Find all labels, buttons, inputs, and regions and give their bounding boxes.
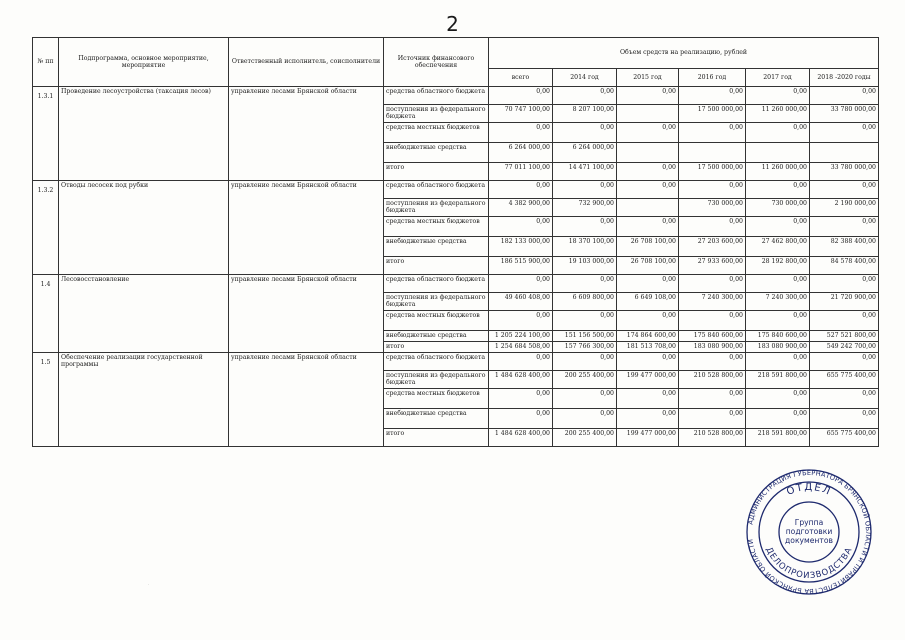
value-cell: 210 528 800,00 — [679, 429, 746, 447]
value-cell: 655 775 400,00 — [810, 429, 879, 447]
value-cell: 82 388 400,00 — [810, 237, 879, 257]
section-executor: управление лесами Брянской области — [229, 353, 384, 447]
source-cell: средства местных бюджетов — [384, 389, 489, 409]
value-cell: 7 240 300,00 — [679, 293, 746, 311]
value-cell: 0,00 — [617, 181, 679, 199]
value-cell — [617, 143, 679, 163]
value-cell: 0,00 — [679, 123, 746, 143]
value-cell: 0,00 — [746, 311, 810, 331]
value-cell: 33 780 000,00 — [810, 105, 879, 123]
header-year-4: 2017 год — [746, 69, 810, 87]
table-row — [33, 353, 879, 371]
section-code: 1.3.1 — [33, 87, 59, 181]
value-cell: 0,00 — [679, 353, 746, 371]
value-cell: 0,00 — [679, 275, 746, 293]
header-name: Подпрограмма, основное мероприятие, мероприятие — [59, 38, 229, 87]
value-cell — [810, 143, 879, 163]
value-cell: 0,00 — [679, 217, 746, 237]
value-cell: 70 747 100,00 — [489, 105, 553, 123]
value-cell: 183 080 900,00 — [746, 342, 810, 353]
value-cell: 8 207 100,00 — [553, 105, 617, 123]
stamp-outer-text: АДМИНИСТРАЦИЯ ГУБЕРНАТОРА БРЯНСКОЙ ОБЛАСТИ И ПРАВИТЕЛЬСТВА БРЯНСКОЙ ОБЛАСТИ — [746, 468, 873, 596]
source-cell: поступления из федерального бюджета — [384, 293, 489, 311]
source-cell: итого — [384, 429, 489, 447]
value-cell: 0,00 — [679, 311, 746, 331]
value-cell — [617, 105, 679, 123]
section-name: Лесовосстановление — [59, 275, 229, 353]
value-cell: 0,00 — [810, 217, 879, 237]
value-cell: 655 775 400,00 — [810, 371, 879, 389]
value-cell: 1 254 684 508,00 — [489, 342, 553, 353]
value-cell: 0,00 — [617, 409, 679, 429]
value-cell: 0,00 — [679, 87, 746, 105]
source-cell: внебюджетные средства — [384, 237, 489, 257]
source-cell: средства областного бюджета — [384, 275, 489, 293]
section-executor: управление лесами Брянской области — [229, 87, 384, 181]
source-cell: итого — [384, 257, 489, 275]
source-cell: внебюджетные средства — [384, 409, 489, 429]
header-year-1: 2014 год — [553, 69, 617, 87]
section-name: Отводы лесосек под рубки — [59, 181, 229, 275]
value-cell: 0,00 — [679, 181, 746, 199]
value-cell: 200 255 400,00 — [553, 429, 617, 447]
source-cell: поступления из федерального бюджета — [384, 371, 489, 389]
value-cell: 7 240 300,00 — [746, 293, 810, 311]
value-cell: 174 864 600,00 — [617, 331, 679, 342]
value-cell: 1 484 628 400,00 — [489, 371, 553, 389]
value-cell: 0,00 — [553, 409, 617, 429]
value-cell: 27 462 800,00 — [746, 237, 810, 257]
section-code: 1.3.2 — [33, 181, 59, 275]
financing-table — [32, 37, 879, 447]
value-cell: 730 000,00 — [746, 199, 810, 217]
svg-text:ДЕЛОПРОИЗВОДСТВА — [763, 546, 854, 581]
header-source: Источник финансового обеспечения — [384, 38, 489, 87]
value-cell: 1 205 224 100,00 — [489, 331, 553, 342]
source-cell: средства местных бюджетов — [384, 217, 489, 237]
value-cell: 0,00 — [617, 311, 679, 331]
scan-speck: · — [148, 582, 150, 587]
value-cell: 6 649 108,00 — [617, 293, 679, 311]
value-cell: 0,00 — [810, 409, 879, 429]
header-year-0: всего — [489, 69, 553, 87]
value-cell: 200 255 400,00 — [553, 371, 617, 389]
value-cell: 27 203 600,00 — [679, 237, 746, 257]
value-cell: 26 708 100,00 — [617, 257, 679, 275]
value-cell: 2 190 000,00 — [810, 199, 879, 217]
source-cell: средства местных бюджетов — [384, 123, 489, 143]
value-cell: 11 260 000,00 — [746, 105, 810, 123]
value-cell: 0,00 — [746, 217, 810, 237]
value-cell: 0,00 — [810, 123, 879, 143]
table-row — [33, 87, 879, 105]
value-cell: 199 477 000,00 — [617, 429, 679, 447]
value-cell: 1 484 628 400,00 — [489, 429, 553, 447]
source-cell: средства областного бюджета — [384, 87, 489, 105]
value-cell: 28 192 800,00 — [746, 257, 810, 275]
value-cell: 0,00 — [746, 181, 810, 199]
value-cell: 6 264 000,00 — [553, 143, 617, 163]
value-cell: 17 500 000,00 — [679, 105, 746, 123]
section-name: Обеспечение реализации государственной программы — [59, 353, 229, 447]
value-cell: 175 840 600,00 — [746, 331, 810, 342]
value-cell: 0,00 — [553, 87, 617, 105]
value-cell: 84 578 400,00 — [810, 257, 879, 275]
value-cell: 0,00 — [553, 217, 617, 237]
header-volume: Объем средств на реализацию, рублей — [489, 38, 879, 69]
value-cell: 151 156 500,00 — [553, 331, 617, 342]
value-cell: 11 260 000,00 — [746, 163, 810, 181]
source-cell: средства областного бюджета — [384, 181, 489, 199]
value-cell: 0,00 — [617, 389, 679, 409]
value-cell: 0,00 — [553, 181, 617, 199]
value-cell: 0,00 — [489, 123, 553, 143]
value-cell: 181 513 708,00 — [617, 342, 679, 353]
stamp-center-text: Группа подготовки документов — [785, 518, 833, 545]
value-cell: 0,00 — [810, 181, 879, 199]
value-cell: 0,00 — [617, 87, 679, 105]
source-cell: средства местных бюджетов — [384, 311, 489, 331]
header-executor: Ответственный исполнитель, соисполнители — [229, 38, 384, 87]
value-cell: 26 708 100,00 — [617, 237, 679, 257]
value-cell: 218 591 800,00 — [746, 371, 810, 389]
value-cell: 0,00 — [746, 389, 810, 409]
value-cell: 0,00 — [810, 87, 879, 105]
value-cell: 730 000,00 — [679, 199, 746, 217]
value-cell: 218 591 800,00 — [746, 429, 810, 447]
value-cell: 0,00 — [617, 123, 679, 143]
source-cell: поступления из федерального бюджета — [384, 199, 489, 217]
value-cell — [679, 143, 746, 163]
value-cell: 0,00 — [489, 389, 553, 409]
header-num: № пп — [33, 38, 59, 87]
section-code: 1.4 — [33, 275, 59, 353]
value-cell: 0,00 — [810, 311, 879, 331]
value-cell: 0,00 — [679, 389, 746, 409]
value-cell: 175 840 600,00 — [679, 331, 746, 342]
value-cell: 527 521 800,00 — [810, 331, 879, 342]
value-cell: 199 477 000,00 — [617, 371, 679, 389]
source-cell: итого — [384, 342, 489, 353]
value-cell: 0,00 — [617, 163, 679, 181]
value-cell: 186 515 900,00 — [489, 257, 553, 275]
value-cell: 0,00 — [746, 275, 810, 293]
source-cell: поступления из федерального бюджета — [384, 105, 489, 123]
value-cell: 6 264 000,00 — [489, 143, 553, 163]
value-cell: 77 011 100,00 — [489, 163, 553, 181]
page-number: 2 — [446, 12, 459, 36]
value-cell: 21 720 900,00 — [810, 293, 879, 311]
value-cell: 183 080 900,00 — [679, 342, 746, 353]
value-cell: 0,00 — [553, 353, 617, 371]
value-cell: 0,00 — [553, 275, 617, 293]
value-cell: 0,00 — [553, 123, 617, 143]
value-cell: 0,00 — [489, 353, 553, 371]
value-cell: 0,00 — [810, 353, 879, 371]
department-stamp — [745, 468, 873, 596]
value-cell: 0,00 — [617, 353, 679, 371]
value-cell: 0,00 — [553, 389, 617, 409]
value-cell: 0,00 — [489, 217, 553, 237]
stamp-ring-top: ОТДЕЛ — [785, 481, 833, 498]
header-year-3: 2016 год — [679, 69, 746, 87]
value-cell: 27 933 600,00 — [679, 257, 746, 275]
value-cell: 14 471 100,00 — [553, 163, 617, 181]
value-cell: 0,00 — [746, 409, 810, 429]
section-code: 1.5 — [33, 353, 59, 447]
table-row — [33, 275, 879, 293]
value-cell: 0,00 — [617, 275, 679, 293]
value-cell: 0,00 — [489, 311, 553, 331]
value-cell: 732 900,00 — [553, 199, 617, 217]
value-cell: 18 370 100,00 — [553, 237, 617, 257]
value-cell: 49 460 408,00 — [489, 293, 553, 311]
value-cell: 0,00 — [746, 123, 810, 143]
value-cell: 0,00 — [746, 353, 810, 371]
value-cell: 0,00 — [489, 181, 553, 199]
value-cell: 0,00 — [679, 409, 746, 429]
source-cell: итого — [384, 163, 489, 181]
value-cell: 6 609 800,00 — [553, 293, 617, 311]
value-cell — [746, 143, 810, 163]
section-executor: управление лесами Брянской области — [229, 275, 384, 353]
source-cell: внебюджетные средства — [384, 331, 489, 342]
value-cell: 157 766 300,00 — [553, 342, 617, 353]
value-cell: 182 133 000,00 — [489, 237, 553, 257]
source-cell: средства областного бюджета — [384, 353, 489, 371]
value-cell: 0,00 — [810, 275, 879, 293]
value-cell: 0,00 — [746, 87, 810, 105]
value-cell — [617, 199, 679, 217]
table-row — [33, 181, 879, 199]
source-cell: внебюджетные средства — [384, 143, 489, 163]
value-cell: 210 528 800,00 — [679, 371, 746, 389]
section-name: Проведение лесоустройства (таксация лесов) — [59, 87, 229, 181]
value-cell: 0,00 — [810, 389, 879, 409]
value-cell: 33 780 000,00 — [810, 163, 879, 181]
value-cell: 0,00 — [489, 409, 553, 429]
value-cell: 0,00 — [489, 275, 553, 293]
value-cell: 19 103 000,00 — [553, 257, 617, 275]
value-cell: 0,00 — [489, 87, 553, 105]
value-cell: 0,00 — [553, 311, 617, 331]
value-cell: 0,00 — [617, 217, 679, 237]
header-year-5: 2018 -2020 годы — [810, 69, 879, 87]
stamp-ring-bottom: ДЕЛОПРОИЗВОДСТВА — [763, 545, 855, 582]
header-year-2: 2015 год — [617, 69, 679, 87]
value-cell: 549 242 700,00 — [810, 342, 879, 353]
value-cell: 17 500 000,00 — [679, 163, 746, 181]
section-executor: управление лесами Брянской области — [229, 181, 384, 275]
value-cell: 4 382 900,00 — [489, 199, 553, 217]
